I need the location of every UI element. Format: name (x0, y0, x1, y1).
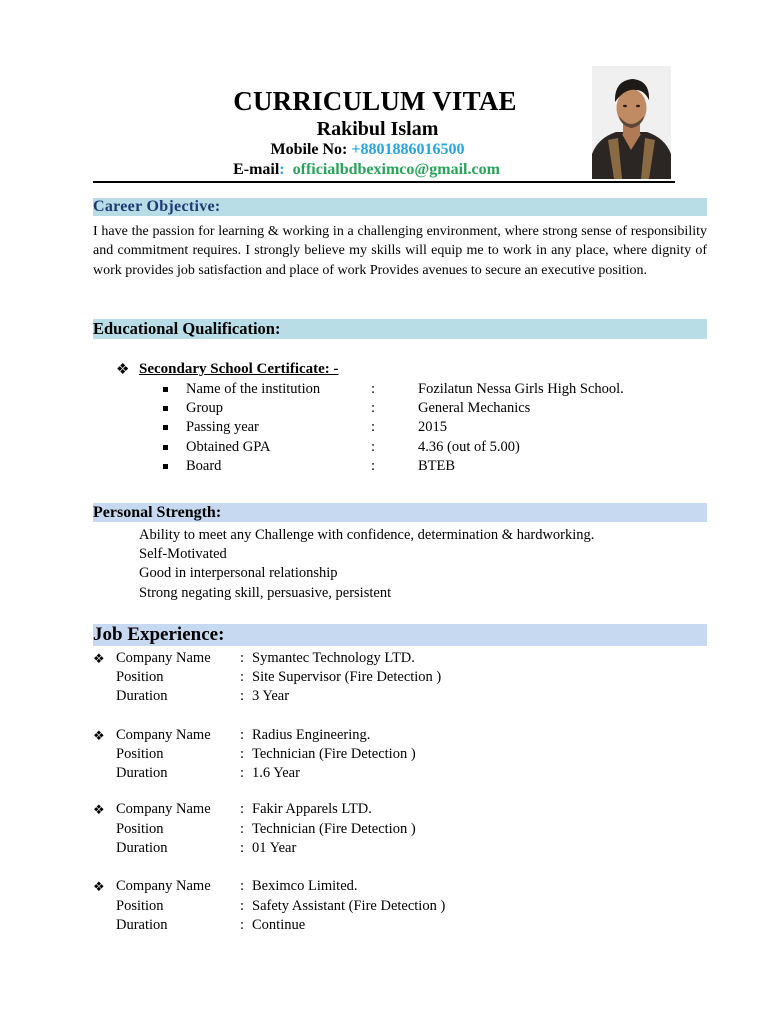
education-row-value: 4.36 (out of 5.00) (418, 439, 520, 455)
education-row-label: Obtained GPA (186, 439, 271, 455)
duration-value: 1.6 Year (252, 765, 300, 781)
strength-heading: Personal Strength: (93, 503, 707, 522)
education-row-value: General Mechanics (418, 400, 531, 416)
job-separator: : (240, 688, 245, 704)
job-separator: : (240, 840, 245, 856)
square-bullet-icon (163, 445, 168, 450)
education-row-label: Board (186, 458, 222, 474)
duration-label: Duration (116, 840, 168, 856)
diamond-bullet-icon: ❖ (93, 802, 105, 817)
strength-item: Self-Motivated (139, 546, 227, 562)
job-experience-heading: Job Experience: (93, 624, 707, 646)
candidate-name: Rakibul Islam (316, 118, 439, 140)
email-colon: : (279, 161, 285, 178)
position-value: Technician (Fire Detection ) (252, 821, 416, 837)
strength-item: Strong negating skill, persuasive, persistent (139, 585, 392, 601)
diamond-bullet-icon: ❖ (93, 728, 105, 743)
job-separator: : (240, 650, 245, 666)
job-separator: : (240, 765, 245, 781)
career-objective-heading: Career Objective: (93, 198, 707, 216)
company-label: Company Name (116, 878, 211, 894)
position-value: Site Supervisor (Fire Detection ) (252, 669, 442, 685)
email-address: officialbdbeximco@gmail.com (292, 161, 500, 178)
job-separator: : (240, 746, 245, 762)
header-divider (93, 181, 675, 183)
company-value: Fakir Apparels LTD. (252, 801, 372, 817)
education-row-separator: : (371, 419, 376, 435)
mobile-number: +8801886016500 (351, 141, 465, 158)
diamond-bullet-icon: ❖ (93, 879, 105, 894)
square-bullet-icon (163, 406, 168, 411)
company-label: Company Name (116, 727, 211, 743)
company-label: Company Name (116, 801, 211, 817)
job-separator: : (240, 727, 245, 743)
duration-label: Duration (116, 688, 168, 704)
company-value: Radius Engineering. (252, 727, 371, 743)
education-row-separator: : (371, 400, 376, 416)
career-objective-text: I have the passion for learning & working in a challenging environment, where strong sense of responsibility and commitment requires. I strongly believe my skills will equip me to work in any place, where dignity of work provides job satisfaction and place of work Provides avenues to secure an executive position. (93, 224, 707, 278)
company-label: Company Name (116, 650, 211, 666)
diamond-bullet-icon: ❖ (116, 362, 130, 378)
position-label: Position (116, 821, 164, 837)
education-row-value: BTEB (418, 458, 456, 474)
duration-value: Continue (252, 917, 306, 933)
square-bullet-icon (163, 464, 168, 469)
company-value: Symantec Technology LTD. (252, 650, 415, 666)
education-row-label: Group (186, 400, 224, 416)
profile-photo (592, 66, 671, 179)
education-row-label: Name of the institution (186, 381, 321, 397)
strength-item: Good in interpersonal relationship (139, 565, 338, 581)
email-label: E-mail (233, 161, 280, 178)
position-label: Position (116, 898, 164, 914)
job-separator: : (240, 917, 245, 933)
education-row-label: Passing year (186, 419, 259, 435)
job-separator: : (240, 801, 245, 817)
diamond-bullet-icon: ❖ (93, 651, 105, 666)
square-bullet-icon (163, 387, 168, 392)
strength-item: Ability to meet any Challenge with confidence, determination & hardworking. (139, 527, 595, 543)
profile-photo-image (592, 66, 671, 179)
education-row-separator: : (371, 458, 376, 474)
position-value: Technician (Fire Detection ) (252, 746, 416, 762)
education-row-separator: : (371, 439, 376, 455)
education-heading: Educational Qualification: (93, 319, 707, 339)
mobile-label: Mobile No: (270, 141, 348, 158)
position-label: Position (116, 669, 164, 685)
ssc-heading: Secondary School Certificate: - (139, 361, 339, 377)
duration-label: Duration (116, 917, 168, 933)
job-separator: : (240, 669, 245, 685)
job-separator: : (240, 878, 245, 894)
education-row-value: 2015 (418, 419, 447, 435)
company-value: Beximco Limited. (252, 878, 358, 894)
duration-label: Duration (116, 765, 168, 781)
position-value: Safety Assistant (Fire Detection ) (252, 898, 446, 914)
position-label: Position (116, 746, 164, 762)
cv-title: CURRICULUM VITAE (233, 86, 517, 116)
education-row-value: Fozilatun Nessa Girls High School. (418, 381, 624, 397)
duration-value: 3 Year (252, 688, 290, 704)
education-row-separator: : (371, 381, 376, 397)
job-separator: : (240, 821, 245, 837)
square-bullet-icon (163, 425, 168, 430)
duration-value: 01 Year (252, 840, 297, 856)
job-separator: : (240, 898, 245, 914)
